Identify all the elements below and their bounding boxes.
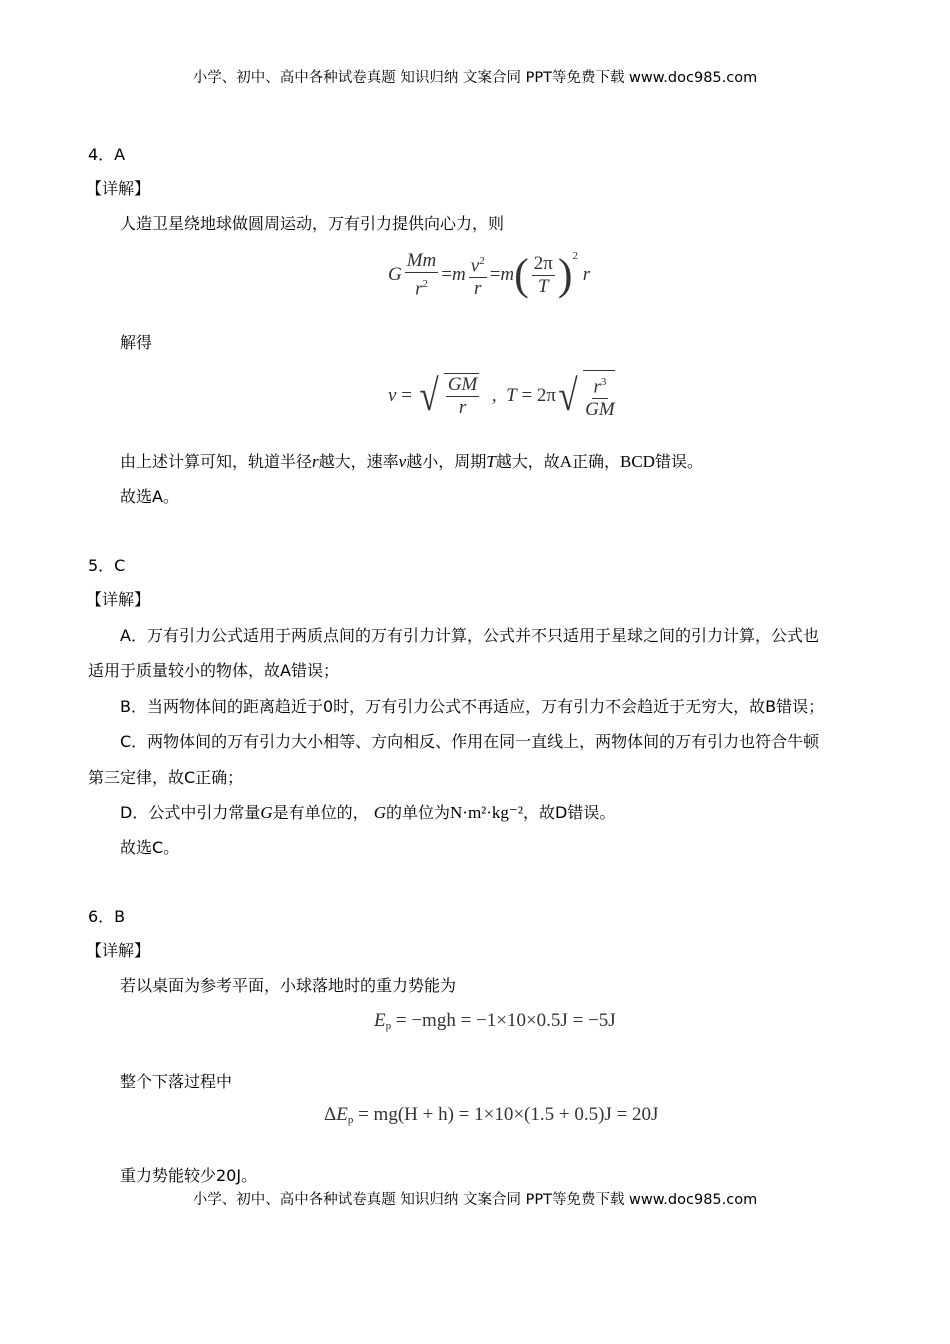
- q5-option-c-cont: 第三定律，故C正确；: [88, 768, 244, 787]
- q6-equation-1: E $_p$ = −mgh = −1×10×0.5J = −5J: [374, 1010, 616, 1032]
- q5-option-a-cont: 适用于质量较小的物体，故A错误；: [88, 661, 339, 680]
- q4-intro: 人造卫星绕地球做圆周运动，万有引力提供向心力，则: [120, 214, 505, 233]
- q6-equation-2: Δ E $_p$ = mg(H + h) = 1×10×(1.5 + 0.5)J = 20J: [324, 1104, 659, 1126]
- q5-option-b: B．当两物体间的距离趋近于0时，万有引力公式不再适应，万有引力不会趋近于无穷大，故B错误；: [120, 697, 825, 716]
- page-footer: 小学、初中、高中各种试卷真题 知识归纳 文案合同 PPT等免费下载 www.doc985.com: [192, 1192, 758, 1208]
- q4-equation-1: G $\frac{Mm}{r^2}$ = m $\frac{v^2}{r}$ = m ( $\frac{2\pi}{T}$ ) $^2$ r: [388, 250, 591, 300]
- q4-conclusion: 由上述计算可知，轨道半径r越大，速率v越小，周期T越大，故A正确，BCD错误。: [120, 452, 703, 471]
- q5-number: 5．C: [88, 556, 126, 575]
- q4-solve: 解得: [120, 333, 153, 352]
- q5-option-a: A．万有引力公式适用于两质点间的万有引力计算，公式并不只适用于星球之间的引力计算，公式也: [120, 626, 819, 645]
- q4-answer: 故选A。: [120, 487, 179, 506]
- q5-option-d: D．公式中引力常量G是有单位的， G的单位为N·m²·kg⁻²，故D错误。: [120, 803, 616, 822]
- q4-number: 4．A: [88, 145, 126, 164]
- q6-number: 6．B: [88, 907, 126, 926]
- q5-option-c: C．两物体间的万有引力大小相等、方向相反、作用在同一直线上，两物体间的万有引力也符合牛顿: [120, 732, 820, 751]
- q5-detail-label: 【详解】: [86, 590, 151, 609]
- q6-detail-label: 【详解】: [86, 941, 151, 960]
- q6-mid: 整个下落过程中: [120, 1072, 233, 1091]
- q4-detail-label: 【详解】: [86, 179, 151, 198]
- q6-end: 重力势能较少20J。: [120, 1166, 258, 1185]
- page-header: 小学、初中、高中各种试卷真题 知识归纳 文案合同 PPT等免费下载 www.doc985.com: [192, 70, 758, 86]
- q5-answer: 故选C。: [120, 838, 180, 857]
- q4-equation-2: v = √ $\frac{GM}{r}$ , T = 2π √ $\frac{r^3}{GM}$: [388, 370, 615, 421]
- q6-intro: 若以桌面为参考平面，小球落地时的重力势能为: [120, 976, 457, 995]
